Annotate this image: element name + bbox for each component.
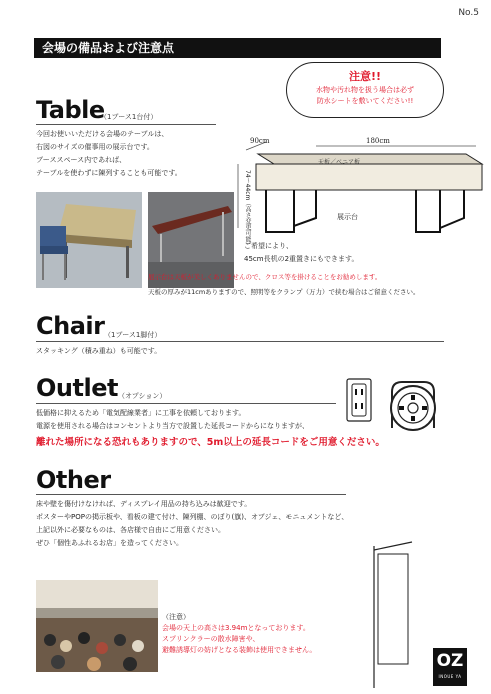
table-chair-photo-art xyxy=(36,192,142,288)
banner-flag-icon xyxy=(368,540,414,690)
outlet-heading: Outlet xyxy=(36,374,118,402)
table-heading: Table xyxy=(36,96,105,124)
caution-line-2: スプリンクラーの散水障害や、 xyxy=(162,635,260,643)
table-chair-photo xyxy=(36,192,142,288)
wall-outlet-icon xyxy=(346,378,372,422)
caution-title: （注意） xyxy=(162,613,190,621)
table-thickness-note: 天板の厚みが11cmありますので、照明等をクランプ（万力）で挟む場合はご留意ください。 xyxy=(148,288,420,296)
logo-sub: INOUE YA xyxy=(438,674,462,679)
outlet-subheading: （オプション） xyxy=(118,392,167,400)
chair-description: スタッキング（積み重ね）も可能です。 xyxy=(36,347,162,355)
table-line-2: 右図のサイズの催事用の展示台です。 xyxy=(36,143,154,151)
length-dimension: 180cm xyxy=(366,137,390,145)
other-divider xyxy=(36,494,346,495)
height-label: 74〜44cm xyxy=(244,170,251,201)
other-line-4: ぜひ「個性あふれるお店」を造ってください。 xyxy=(36,539,183,547)
table-divider xyxy=(36,124,216,125)
other-line-3: 上記以外に必要なものは、各店様で自由にご用意ください。 xyxy=(36,526,225,534)
other-line-1: 床や壁を傷付けなければ、ディスプレイ用品の持ち込みは歓迎です。 xyxy=(36,500,252,508)
chair-divider xyxy=(36,341,444,342)
venue-photo-art xyxy=(36,580,158,672)
notice-line-1: 水物や汚れ物を扱う場合は必ず xyxy=(316,86,414,94)
table-description xyxy=(36,128,236,180)
logo-mark: OZ xyxy=(436,651,464,671)
page-number: No.5 xyxy=(458,8,479,18)
height-note: （高さ変更可能） xyxy=(244,200,251,249)
notice-bubble xyxy=(286,62,444,118)
table-line-1: 今回お使いいただける会場のテーブルは、 xyxy=(36,130,169,138)
table-line-4: テーブルを使わずに陳列することも可能です。 xyxy=(36,169,182,177)
table-subheading: （1ブース1台付） xyxy=(100,113,158,121)
stand-label: 展示台 xyxy=(337,213,358,221)
other-heading: Other xyxy=(36,466,111,494)
notice-title: 注意!! xyxy=(348,70,382,83)
caution-line-3: 避難誘導灯の妨げとなる装飾は使用できません。 xyxy=(162,646,317,654)
table-option-line-2: 45cm長机の2重置きにもできます。 xyxy=(244,255,359,263)
outlet-line-2: 電源を使用される場合はコンセントより当方で設置した延長コードからになりますが、 xyxy=(36,422,309,430)
caution-line-1: 会場の天上の高さは3.94mとなっております。 xyxy=(162,624,310,632)
chair-subheading: （1ブース1脚付） xyxy=(104,331,162,339)
outlet-description xyxy=(36,407,346,433)
width-dimension: 90cm xyxy=(250,137,270,145)
outlet-divider xyxy=(36,403,336,404)
tabletop-label: 天板／ベニア板 xyxy=(318,159,361,166)
table-red-note: 展示台は天板が美しくありませんので、クロス等を掛けることをお勧めします。 xyxy=(148,273,382,281)
page-title: 会場の備品および注意点 xyxy=(34,38,441,58)
outlet-warning: 離れた場所になる恐れもありますので、5m以上の延長コードをご用意ください。 xyxy=(36,437,385,448)
other-line-2: ポスターやPOPの掲示板や、看板の建て付け、陳列棚、のぼり(旗)、オブジェ、モニュメントなど、 xyxy=(36,513,349,521)
height-dimension xyxy=(243,170,251,248)
outlet-line-1: 低価格に抑えるため「電気配線業者」に工事を依頼しております。 xyxy=(36,409,246,417)
table-line-3: ブーススペース内であれば、 xyxy=(36,156,127,164)
other-description xyxy=(36,498,376,550)
notice-line-2: 防水シートを敷いてください!! xyxy=(316,97,414,105)
oz-logo xyxy=(433,648,467,686)
caution-block xyxy=(162,612,362,656)
table-option-line-1: ご希望により、 xyxy=(244,242,293,250)
venue-photo xyxy=(36,580,158,672)
chair-heading: Chair xyxy=(36,312,105,340)
cord-reel-icon xyxy=(386,378,440,434)
table-option-note xyxy=(244,240,444,266)
